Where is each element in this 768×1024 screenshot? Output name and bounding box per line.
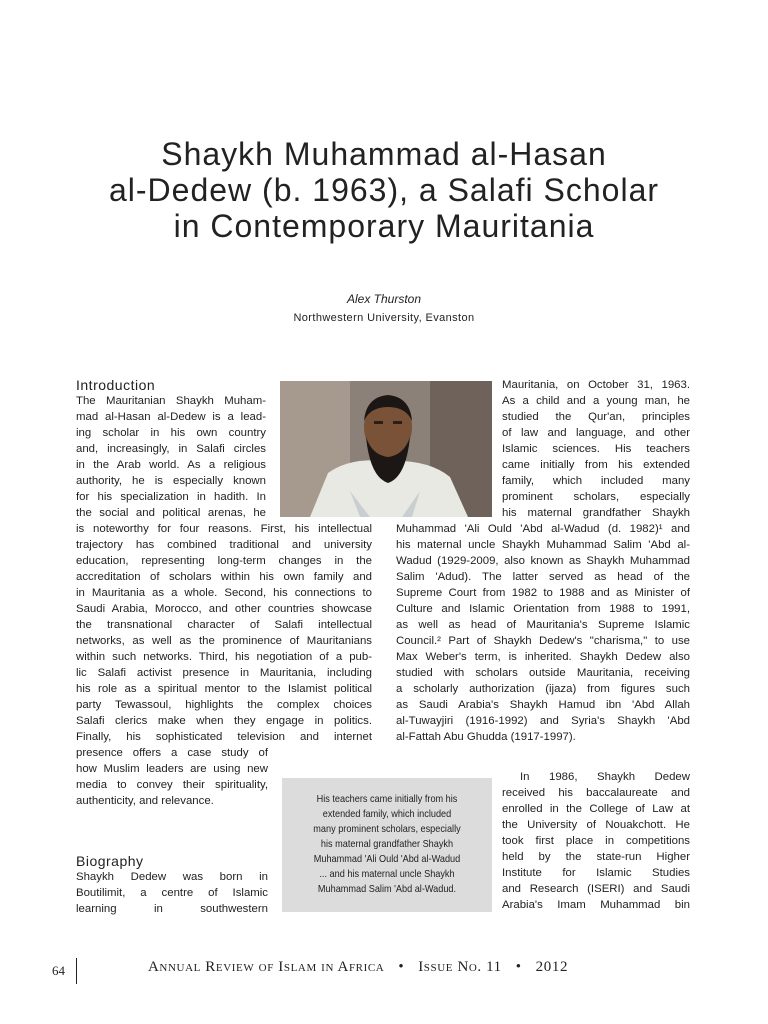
text-line: the University of Nouakchott. He xyxy=(502,819,690,831)
text-line: Muhammad 'Ali Ould 'Abd al-Wadud (d. 1982)¹ and xyxy=(396,523,690,535)
text-line: As a child and a young man, he xyxy=(502,395,690,407)
pull-quote xyxy=(282,778,492,912)
publication-year: 2012 xyxy=(535,959,569,975)
author-name: Alex Thurston xyxy=(346,292,422,306)
text-line: his maternal uncle Shaykh Muhammad Salim 'Abd al- xyxy=(396,539,690,551)
text-line: received his baccalaureate and xyxy=(502,787,690,799)
title-line: Shaykh Muhammad al-Hasan xyxy=(161,136,607,172)
author-affiliation: Northwestern University, Evanston xyxy=(293,312,475,324)
issue-number: Issue No. 11 xyxy=(418,959,502,975)
text-line: the transnational character of Salafi intellectual xyxy=(76,619,372,631)
text-line: Boutilimit, a centre of Islamic xyxy=(76,887,268,899)
text-line: came initially from his extended xyxy=(502,459,690,471)
footer-bullet: • xyxy=(515,959,522,975)
text-line: In 1986, Shaykh Dedew xyxy=(520,771,690,783)
portrait-photo xyxy=(280,381,492,517)
text-line: accreditation of scholars within his own family and xyxy=(76,571,372,583)
title-line: al-Dedew (b. 1963), a Salafi Scholar xyxy=(108,172,660,208)
text-line: took first place in competitions xyxy=(502,835,690,847)
text-line: authority, he is especially known xyxy=(76,475,266,487)
text-line: his maternal grandfather Shaykh xyxy=(502,507,690,519)
text-line: Shaykh Dedew was born in xyxy=(76,871,268,883)
text-line: Institute for Islamic Studies xyxy=(502,867,690,879)
pull-quote-line: extended family, which included xyxy=(322,809,452,820)
pull-quote-line: Muhammad Salim 'Abd al-Wadud. xyxy=(317,884,457,895)
text-line: Culture and Islamic Orientation from 1988 to 1991, xyxy=(396,603,690,615)
running-footer xyxy=(148,959,568,976)
text-line: how Muslim leaders are using new xyxy=(76,763,268,775)
text-line: Arabia's Imam Muhammad bin xyxy=(502,899,690,911)
text-line: Finally, his sophisticated television and internet xyxy=(76,731,372,743)
text-line: prominent scholars, especially xyxy=(502,491,690,503)
text-line: for his specialization in hadith. In xyxy=(76,491,266,503)
text-line: and Research (ISERI) and Saudi xyxy=(502,883,690,895)
text-line: Supreme Court from 1982 to 1988 and as Minister of xyxy=(396,587,690,599)
text-line: presence offers a case study of xyxy=(76,747,268,759)
text-line: trajectory has combined traditional and university xyxy=(76,539,372,551)
text-line: al-Fattah Abu Ghudda (1917-1997). xyxy=(396,731,576,743)
pull-quote-line: ... and his maternal uncle Shaykh xyxy=(319,869,455,880)
text-line: Wadud (1929-2009, also known as Shaykh Muhammad xyxy=(396,555,690,567)
text-line: as well as head of Mauritania's Supreme Islamic xyxy=(396,619,690,631)
introduction-heading: Introduction xyxy=(76,377,156,393)
pull-quote-line: many prominent scholars, especially xyxy=(313,824,461,835)
text-line: authenticity, and relevance. xyxy=(76,795,214,807)
text-line: networks, as well as the prominence of Mauritanians xyxy=(76,635,372,647)
text-line: lic Salafi activist presence in Mauritania, including xyxy=(76,667,372,679)
text-line: of law and language, and other xyxy=(502,427,690,439)
text-line: Salafi clerics make when they engage in politics. xyxy=(76,715,372,727)
text-line: is noteworthy for four reasons. First, his intellectual xyxy=(76,523,372,535)
text-line: in Mauritania as a whole. Second, his connections to xyxy=(76,587,372,599)
text-line: as Saudi Arabia's Shaykh Hamud ibn 'Abd Allah xyxy=(396,699,690,711)
text-line: media to convey their spirituality, xyxy=(76,779,268,791)
text-line: mad al-Hasan al-Dedew is a lead- xyxy=(76,411,266,423)
text-line: Max Weber's term, is inherited. Shaykh Dedew also xyxy=(396,651,690,663)
text-line: education, representing long-term changes in the xyxy=(76,555,372,567)
article-title xyxy=(40,136,728,244)
text-line: the social and political arenas, he xyxy=(76,507,266,519)
footer-divider xyxy=(76,958,77,984)
text-line: family, which included many xyxy=(502,475,690,487)
text-line: and, increasingly, in Salafi circles xyxy=(76,443,266,455)
text-line: his role as a spiritual mentor to the Islamist political xyxy=(76,683,372,695)
text-line: in the Arab world. As a religious xyxy=(76,459,266,471)
pull-quote-line: his maternal grandfather Shaykh xyxy=(320,839,454,850)
text-line: Islamic sciences. His teachers xyxy=(502,443,690,455)
pull-quote-line: His teachers came initially from his xyxy=(316,794,458,805)
text-line: party Tewassoul, highlights the complex choices xyxy=(76,699,372,711)
text-line: a scholarly authorization (ijaza) from figures such xyxy=(396,683,690,695)
text-line: studied the Qur'an, principles xyxy=(502,411,690,423)
text-line: studied with scholars outside Mauritania, receiving xyxy=(396,667,690,679)
text-line: ing scholar in his own country xyxy=(76,427,266,439)
portrait-photo-icon xyxy=(280,381,492,517)
journal-name: Annual Review of Islam in Africa xyxy=(148,959,385,975)
footer-bullet: • xyxy=(398,959,405,975)
text-line: Salim 'Adud). The latter served as head of the xyxy=(396,571,690,583)
text-line: learning in southwestern xyxy=(76,903,268,915)
text-line: al-Tuwayjiri (1916-1992) and Syria's Shaykh 'Abd xyxy=(396,715,690,727)
biography-heading: Biography xyxy=(76,853,144,869)
text-line: Saudi Arabia, Morocco, and other countries showcase xyxy=(76,603,372,615)
text-line: held by the state-run Higher xyxy=(502,851,690,863)
text-line: within such networks. Third, his negotiation of a pub- xyxy=(76,651,372,663)
page-number: 64 xyxy=(52,963,65,978)
text-line: enrolled in the College of Law at xyxy=(502,803,690,815)
text-line: The Mauritanian Shaykh Muham- xyxy=(76,395,266,407)
text-line: Mauritania, on October 31, 1963. xyxy=(502,379,690,391)
text-line: Council.² Part of Shaykh Dedew's "charisma," to use xyxy=(396,635,690,647)
pull-quote-line: Muhammad 'Ali Ould 'Abd al-Wadud xyxy=(313,854,461,865)
title-line: in Contemporary Mauritania xyxy=(173,208,595,244)
